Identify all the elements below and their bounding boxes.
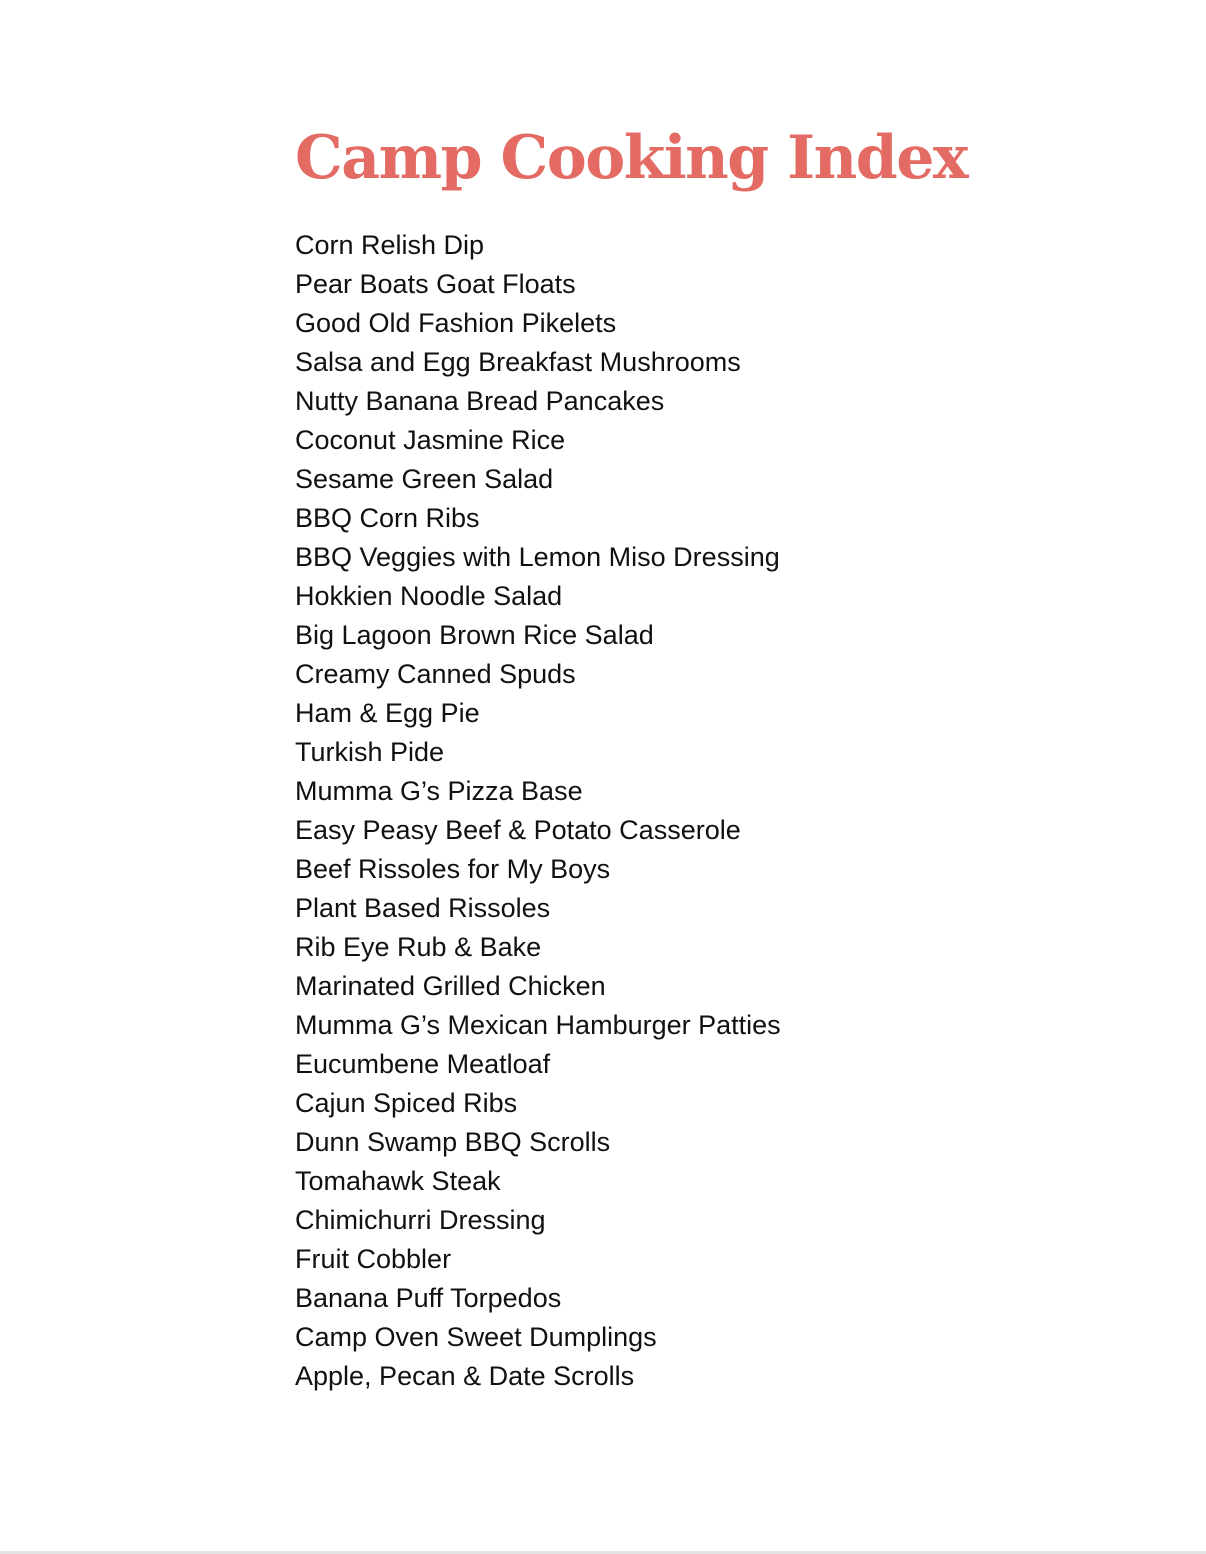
recipe-item: Dunn Swamp BBQ Scrolls (295, 1127, 611, 1157)
recipe-item: Pear Boats Goat Floats (295, 269, 576, 299)
recipe-item: Ham & Egg Pie (295, 698, 480, 728)
recipe-item: Eucumbene Meatloaf (295, 1049, 551, 1079)
recipe-item: Chimichurri Dressing (295, 1205, 546, 1235)
recipe-item: Beef Rissoles for My Boys (295, 854, 611, 884)
recipe-list (295, 226, 1055, 1396)
recipe-item: BBQ Corn Ribs (295, 503, 480, 533)
recipe-item: Mumma G’s Mexican Hamburger Patties (295, 1010, 781, 1040)
recipe-item: Fruit Cobbler (295, 1244, 452, 1274)
recipe-item: Nutty Banana Bread Pancakes (295, 386, 665, 416)
recipe-item: Salsa and Egg Breakfast Mushrooms (295, 347, 741, 377)
recipe-item: Apple, Pecan & Date Scrolls (295, 1361, 635, 1391)
recipe-item: Creamy Canned Spuds (295, 659, 576, 689)
recipe-item: Big Lagoon Brown Rice Salad (295, 620, 654, 650)
recipe-item: Coconut Jasmine Rice (295, 425, 566, 455)
recipe-item: Turkish Pide (295, 737, 445, 767)
recipe-item: Marinated Grilled Chicken (295, 971, 606, 1001)
recipe-item: Rib Eye Rub & Bake (295, 932, 542, 962)
recipe-item: Tomahawk Steak (295, 1166, 501, 1196)
page-title: Camp Cooking Index (295, 123, 968, 193)
recipe-item: Cajun Spiced Ribs (295, 1088, 518, 1118)
recipe-item: Camp Oven Sweet Dumplings (295, 1322, 657, 1352)
recipe-item: Hokkien Noodle Salad (295, 581, 563, 611)
index-content (295, 118, 1055, 1396)
recipe-item: Mumma G’s Pizza Base (295, 776, 583, 806)
recipe-item: Corn Relish Dip (295, 230, 485, 260)
recipe-item: BBQ Veggies with Lemon Miso Dressing (295, 542, 780, 572)
recipe-item: Good Old Fashion Pikelets (295, 308, 617, 338)
recipe-item: Easy Peasy Beef & Potato Casserole (295, 815, 741, 845)
recipe-item: Sesame Green Salad (295, 464, 554, 494)
recipe-item: Plant Based Rissoles (295, 893, 551, 923)
recipe-item: Banana Puff Torpedos (295, 1283, 562, 1313)
